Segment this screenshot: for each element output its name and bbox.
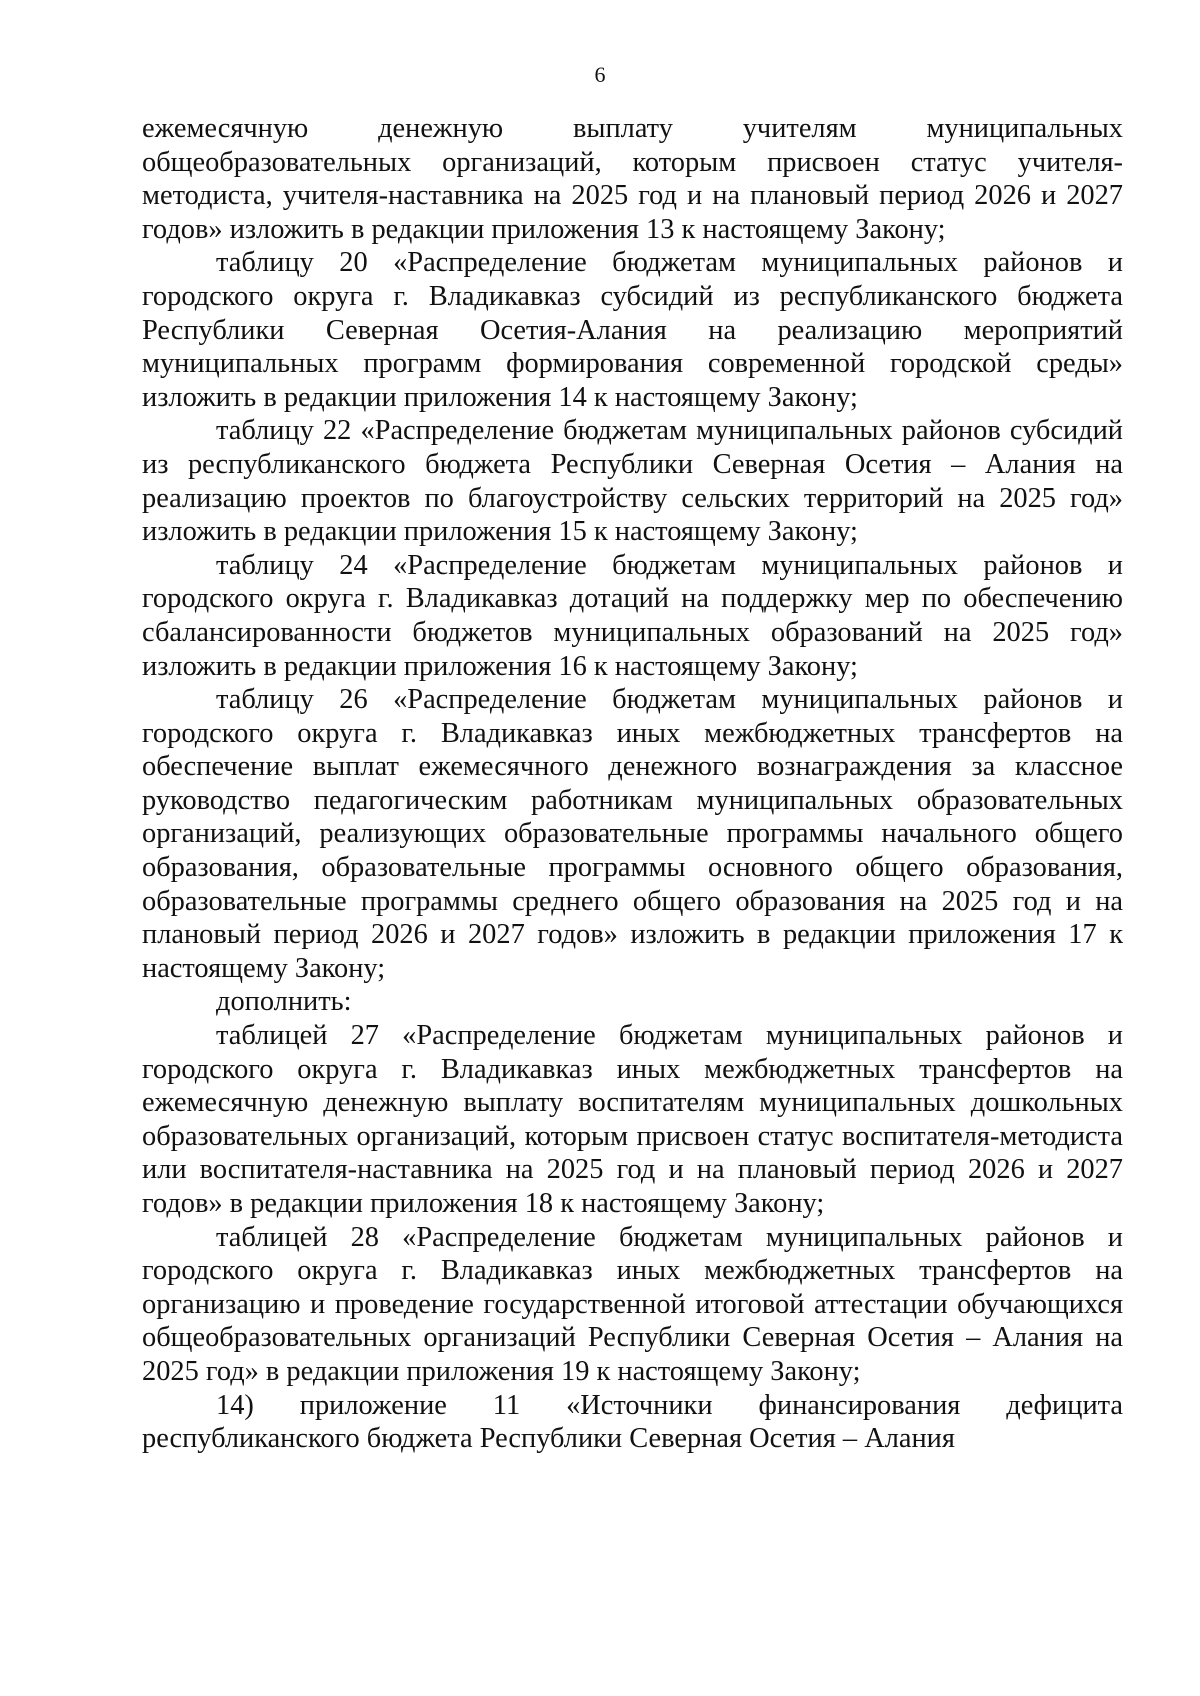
paragraph-continuation-table-19: ежемесячную денежную выплату учителям муниципальных общеобразовательных организаций, которым присвоен статус учителя-методиста, учителя-наставника на 2025 год и на плановый период 2026 и 2027 годов» изложить в редакции приложения 13 к настоящему Закону; (142, 113, 1123, 245)
paragraph-table-20: таблицу 20 «Распределение бюджетам муниципальных районов и городского округа г. Владикавказ субсидий из республиканского бюджета Республики Северная Осетия-Алания на реализацию мероприятий муниципальных программ формирования современной городской среды» изложить в редакции приложения 14 к настоящему Закону; (142, 247, 1123, 413)
paragraph-table-26: таблицу 26 «Распределение бюджетам муниципальных районов и городского округа г. Владикавказ иных межбюджетных трансфертов на обеспечение выплат ежемесячного денежного вознаграждения за классное руководство педагогическим работникам муниципальных образовательных организаций, реализующих образовательные программы начального общего образования, образовательные программы основного общего образования, образовательные программы среднего общего образования на 2025 год и на плановый период 2026 и 2027 годов» изложить в редакции приложения 17 к настоящему Закону; (142, 684, 1123, 984)
paragraph-table-22: таблицу 22 «Распределение бюджетам муниципальных районов субсидий из республиканского бюджета Республики Северная Осетия – Алания на реализацию проектов по благоустройству сельских территорий на 2025 год» изложить в редакции приложения 15 к настоящему Закону; (142, 415, 1123, 548)
paragraph-table-24: таблицу 24 «Распределение бюджетам муниципальных районов и городского округа г. Владикавказ дотаций на поддержку мер по обеспечению сбалансированности бюджетов муниципальных образований на 2025 год» изложить в редакции приложения 16 к настоящему Закону; (142, 549, 1123, 682)
paragraph-table-28: таблицей 28 «Распределение бюджетам муниципальных районов и городского округа г. Владикавказ иных межбюджетных трансфертов на организацию и проведение государственной итоговой аттестации обучающихся общеобразовательных организаций Республики Северная Осетия – Алания на 2025 год» в редакции приложения 19 к настоящему Закону; (142, 1221, 1123, 1387)
paragraph-item-14: 14) приложение 11 «Источники финансирования дефицита республиканского бюджета Республики Северная Осетия – Алания (142, 1389, 1123, 1455)
page-number: 6 (594, 62, 606, 87)
document-body (142, 112, 1123, 1456)
paragraph-supplement-heading: дополнить: (216, 986, 352, 1018)
paragraph-table-27: таблицей 27 «Распределение бюджетам муниципальных районов и городского округа г. Владикавказ иных межбюджетных трансфертов на ежемесячную денежную выплату воспитателям муниципальных дошкольных образовательных организаций, которым присвоен статус воспитателя-методиста или воспитателя-наставника на 2025 год и на плановый период 2026 и 2027 годов» в редакции приложения 18 к настоящему Закону; (142, 1020, 1123, 1219)
